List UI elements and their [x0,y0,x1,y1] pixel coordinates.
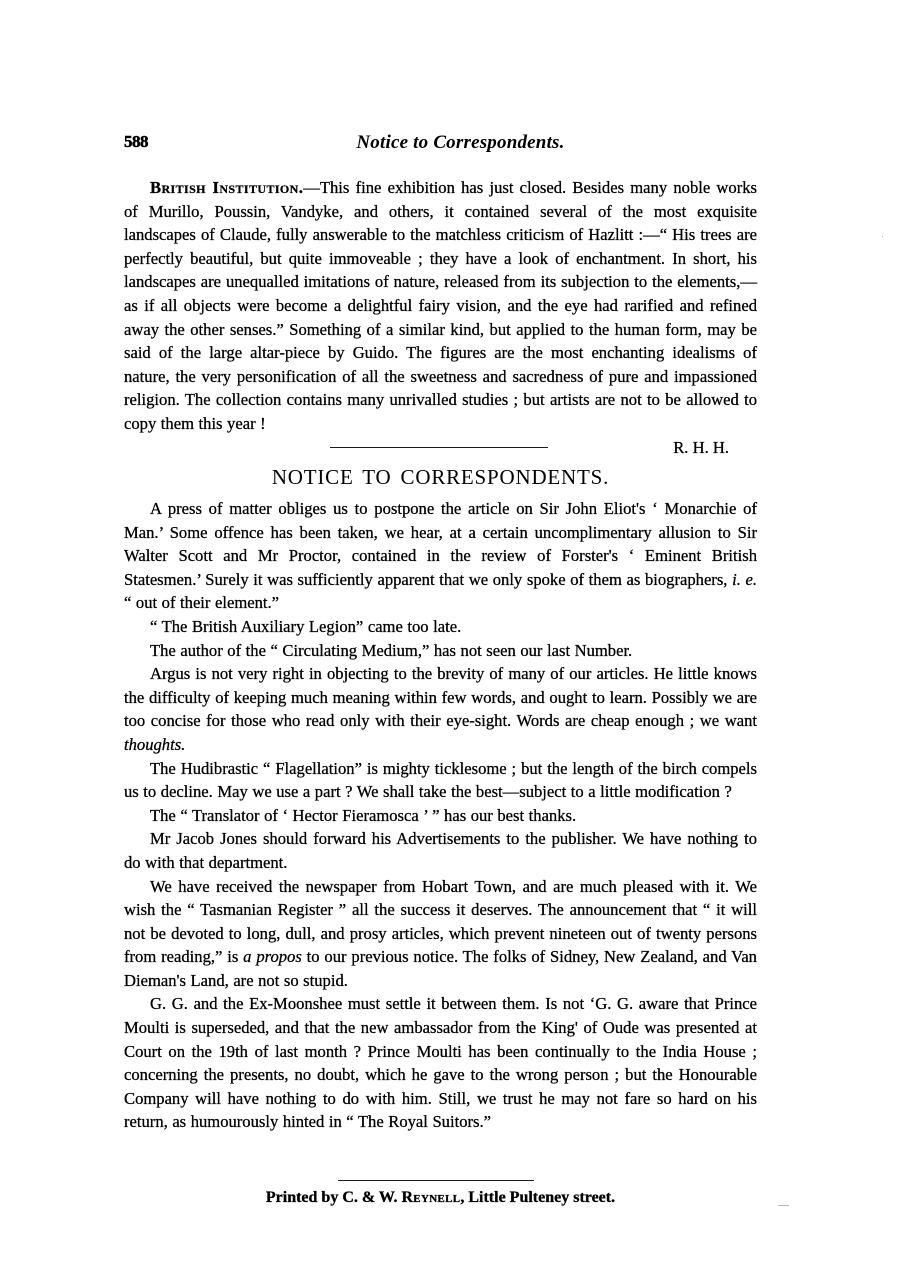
paragraph-text: Mr Jacob Jones should forward his Advertisements to the publisher. We have nothing to do with that department. [124,829,757,872]
notice-paragraph [124,615,757,639]
scan-speck-artifact [882,236,883,237]
emphasis-text: thoughts. [124,734,186,754]
notice-paragraph [124,804,757,828]
paragraph-text: The author of the “ Circulating Medium,” has not seen our last Number. [150,640,633,660]
article-lead-in: British Institution. [150,178,304,197]
section-heading: NOTICE TO CORRESPONDENTS. [271,465,610,489]
printer-name: Reynell [401,1189,461,1206]
article-lead-text: —This fine exhibition has just closed. Besides many noble works of Murillo, Poussin, Vandyke, and others, it contained several of the most exquisite landscapes of Claude, fully answerable to the matchless criticism of Hazlitt :—“ His trees are perfectly beautiful, but quite immoveable ; they have a look of enchantment. In short, his landscapes are unequalled imitations of nature, released from its subjection to the elements,—as if all objects were become a delightful fairy vision, and the eye had rarified and refined away the other senses.” Something of a similar kind, but applied to the human form, may be said of the large altar-piece by Guido. The figures are the most enchanting idealisms of nature, the very personification of all the sweetness and sacredness of pure and impassioned religion. The collection contains many unrivalled studies ; but artists are not to be allowed to copy them this year ! [124,178,757,433]
paragraph-text: “ out of their element.” [124,593,280,613]
paragraph-text: A press of matter obliges us to postpone the article on Sir John Eliot's ‘ Monarchie of Man.’ Some offence has been taken, we hear, at a certain uncomplimentary allusion to Sir Walter Scott and Mr Proctor, contained in the review of Forster's ‘ Eminent British Statesmen.’ Surely it was sufficiently apparent that we only spoke of them as biographers, [124,499,757,589]
notice-paragraph [124,497,757,615]
notice-paragraph [124,992,757,1134]
notice-paragraph [124,757,757,804]
notice-paragraph [124,875,757,993]
paragraph-text: We have received the newspaper from Hobart Town, and are much pleased with it. We wish the “ Tasmanian Register ” all the success it deserves. The announcement that “ it will not be devoted to long, dull, and prosy articles, which prevent nineteen out of twenty persons from reading,” is [124,876,757,967]
paragraph-text: “ The British Auxiliary Legion” came too late. [150,616,462,636]
article-body [124,176,757,459]
paragraph-text: Argus is not very right in objecting to the brevity of many of our articles. He little knows the difficulty of keeping much meaning within few words, and ought to learn. Possibly we are too concise for those who read only with their eye-sight. Words are cheap enough ; we want [124,664,757,731]
paragraph-text: The Hudibrastic “ Flagellation” is mighty ticklesome ; but the length of the birch compels us to decline. May we use a part ? We shall take the best—subject to a little modification ? [124,758,757,802]
emphasis-text: a propos [243,947,302,967]
imprint-divider-rule [338,1180,534,1181]
notice-paragraph [124,827,757,874]
notice-paragraph [124,639,757,663]
paragraph-text: The “ Translator of ‘ Hector Fieramosca ’ ” has our best thanks. [150,805,577,825]
emphasis-text: i. e. [732,569,757,589]
imprint-suffix: , Little Pulteney street. [460,1189,616,1206]
section-divider-rule [330,447,548,448]
article-signature: R. H. H. [673,437,729,457]
notice-paragraph [124,662,757,756]
paragraph-text: to our previous notice. The folks of Sidney, New Zealand, and Van Dieman's Land, are not so stupid. [124,947,757,990]
paragraph-text: G. G. and the Ex-Moonshee must settle it between them. Is not ‘G. G. aware that Prince Moulti is superseded, and that the new ambassador from the King' of Oude was presented at Court on the 19th of last month ? Prince Moulti has been continually to the India House ; concerning the presents, no doubt, which he gave to the wrong person ; but the Honourable Company will have nothing to do with him. Still, we trust he may not fare so hard on his return, as humourously hinted in “ The Royal Suitors.” [124,994,757,1132]
imprint-prefix: Printed by C. & W. [265,1189,402,1206]
scan-edge-artifact [778,1205,789,1206]
notice-body [124,497,757,1134]
running-head [124,132,757,158]
printer-imprint [124,1189,757,1207]
running-title: Notice to Correspondents. [356,132,565,153]
article-lead-paragraph [124,176,757,436]
page-number: 588 [124,132,148,151]
